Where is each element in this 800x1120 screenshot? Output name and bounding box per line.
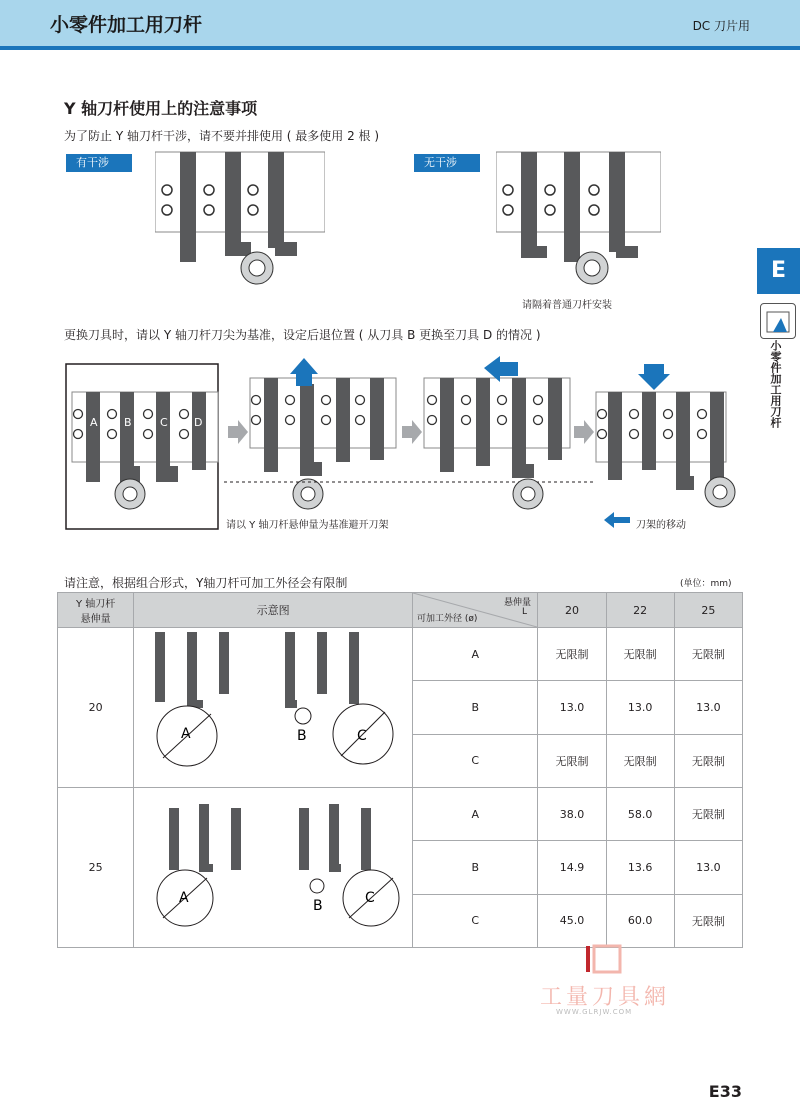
row-label: C	[413, 734, 538, 787]
section-tab-e[interactable]: E	[757, 248, 800, 294]
header-rule	[0, 46, 800, 50]
unit-label: (单位：mm)	[680, 579, 732, 589]
watermark-text: 工量刀具網	[540, 985, 671, 1010]
watermark-url: WWW.GLRJW.COM	[556, 1008, 633, 1016]
cell: 13.0	[538, 681, 606, 734]
row-label: B	[413, 841, 538, 894]
cell: 无限制	[674, 734, 742, 787]
overhang-l-label: L	[522, 607, 528, 617]
diagram-overhang-25	[134, 788, 413, 948]
cell: 13.0	[674, 841, 742, 894]
tool-label-b: B	[124, 416, 132, 429]
no-interference-diagram	[496, 150, 661, 286]
cell: 无限制	[674, 628, 742, 681]
cell: 无限制	[674, 894, 742, 947]
tool-label-c: C	[160, 416, 168, 429]
diagram-20-label-a: A	[181, 726, 191, 742]
cell: 无限制	[606, 734, 674, 787]
row-label: A	[413, 628, 538, 681]
tool-label-a: A	[90, 416, 98, 429]
cell: 58.0	[606, 788, 674, 841]
cell: 无限制	[538, 628, 606, 681]
machinable-diameter-table	[57, 592, 743, 948]
no-interference-caption: 请隔着普通刀杆安装	[522, 300, 612, 311]
diameter-limit-note: 请注意，根据组合形式，Y轴刀杆可加工外径会有限制	[64, 576, 348, 590]
tag-interference: 有干涉	[66, 154, 132, 172]
col-l-22: 22	[606, 593, 674, 628]
col-diagram: 示意图	[134, 593, 413, 628]
machinable-label: 可加工外径 (ø)	[417, 614, 478, 624]
group-overhang-20: 20	[58, 628, 134, 788]
row-label: C	[413, 894, 538, 947]
col-l-20: 20	[538, 593, 606, 628]
diagram-20-label-b: B	[297, 728, 307, 744]
side-section-label: 小零件加工用刀杆	[769, 340, 782, 428]
section-title-precautions: Y 轴刀杆使用上的注意事项	[64, 99, 258, 118]
row-label: B	[413, 681, 538, 734]
diagram-overhang-20	[134, 628, 413, 788]
tool-change-sequence	[64, 354, 744, 534]
page-title: 小零件加工用刀杆	[50, 14, 203, 36]
cell: 14.9	[538, 841, 606, 894]
tool-label-d: D	[194, 416, 203, 429]
cell: 无限制	[606, 628, 674, 681]
cell: 45.0	[538, 894, 606, 947]
cell: 38.0	[538, 788, 606, 841]
cell: 无限制	[538, 734, 606, 787]
group-overhang-25: 25	[58, 788, 134, 948]
page-number: E33	[708, 1082, 742, 1101]
diagram-20-label-c: C	[357, 728, 367, 744]
retreat-caption: 请以 Y 轴刀杆悬伸量为基准避开刀架	[226, 520, 389, 531]
tag-no-interference: 无干涉	[414, 154, 480, 172]
category-label: DC 刀片用	[692, 19, 750, 33]
watermark-logo-icon	[584, 944, 624, 976]
cell: 无限制	[674, 788, 742, 841]
row-label: A	[413, 788, 538, 841]
diagram-25-label-c: C	[365, 890, 375, 906]
cell: 13.0	[674, 681, 742, 734]
diagram-25-label-a: A	[179, 890, 189, 906]
tool-change-note: 更换刀具时，请以 Y 轴刀杆刀尖为基准，设定后退位置 ( 从刀具 B 更换至刀具 D 的情况 )	[64, 328, 541, 342]
overhang-label: 悬伸量	[504, 598, 532, 608]
cell: 13.0	[606, 681, 674, 734]
col-y-overhang: Y 轴刀杆 悬伸量	[58, 593, 134, 628]
col-overhang-header	[413, 593, 538, 628]
col-l-25: 25	[674, 593, 742, 628]
interference-note: 为了防止 Y 轴刀杆干涉，请不要并排使用 ( 最多使用 2 根 )	[64, 129, 380, 143]
cell: 60.0	[606, 894, 674, 947]
diagram-25-label-b: B	[313, 898, 323, 914]
insert-holder-icon	[760, 303, 796, 339]
interference-diagram	[155, 150, 325, 286]
cell: 13.6	[606, 841, 674, 894]
turret-move-caption: 刀架的移动	[636, 520, 686, 531]
